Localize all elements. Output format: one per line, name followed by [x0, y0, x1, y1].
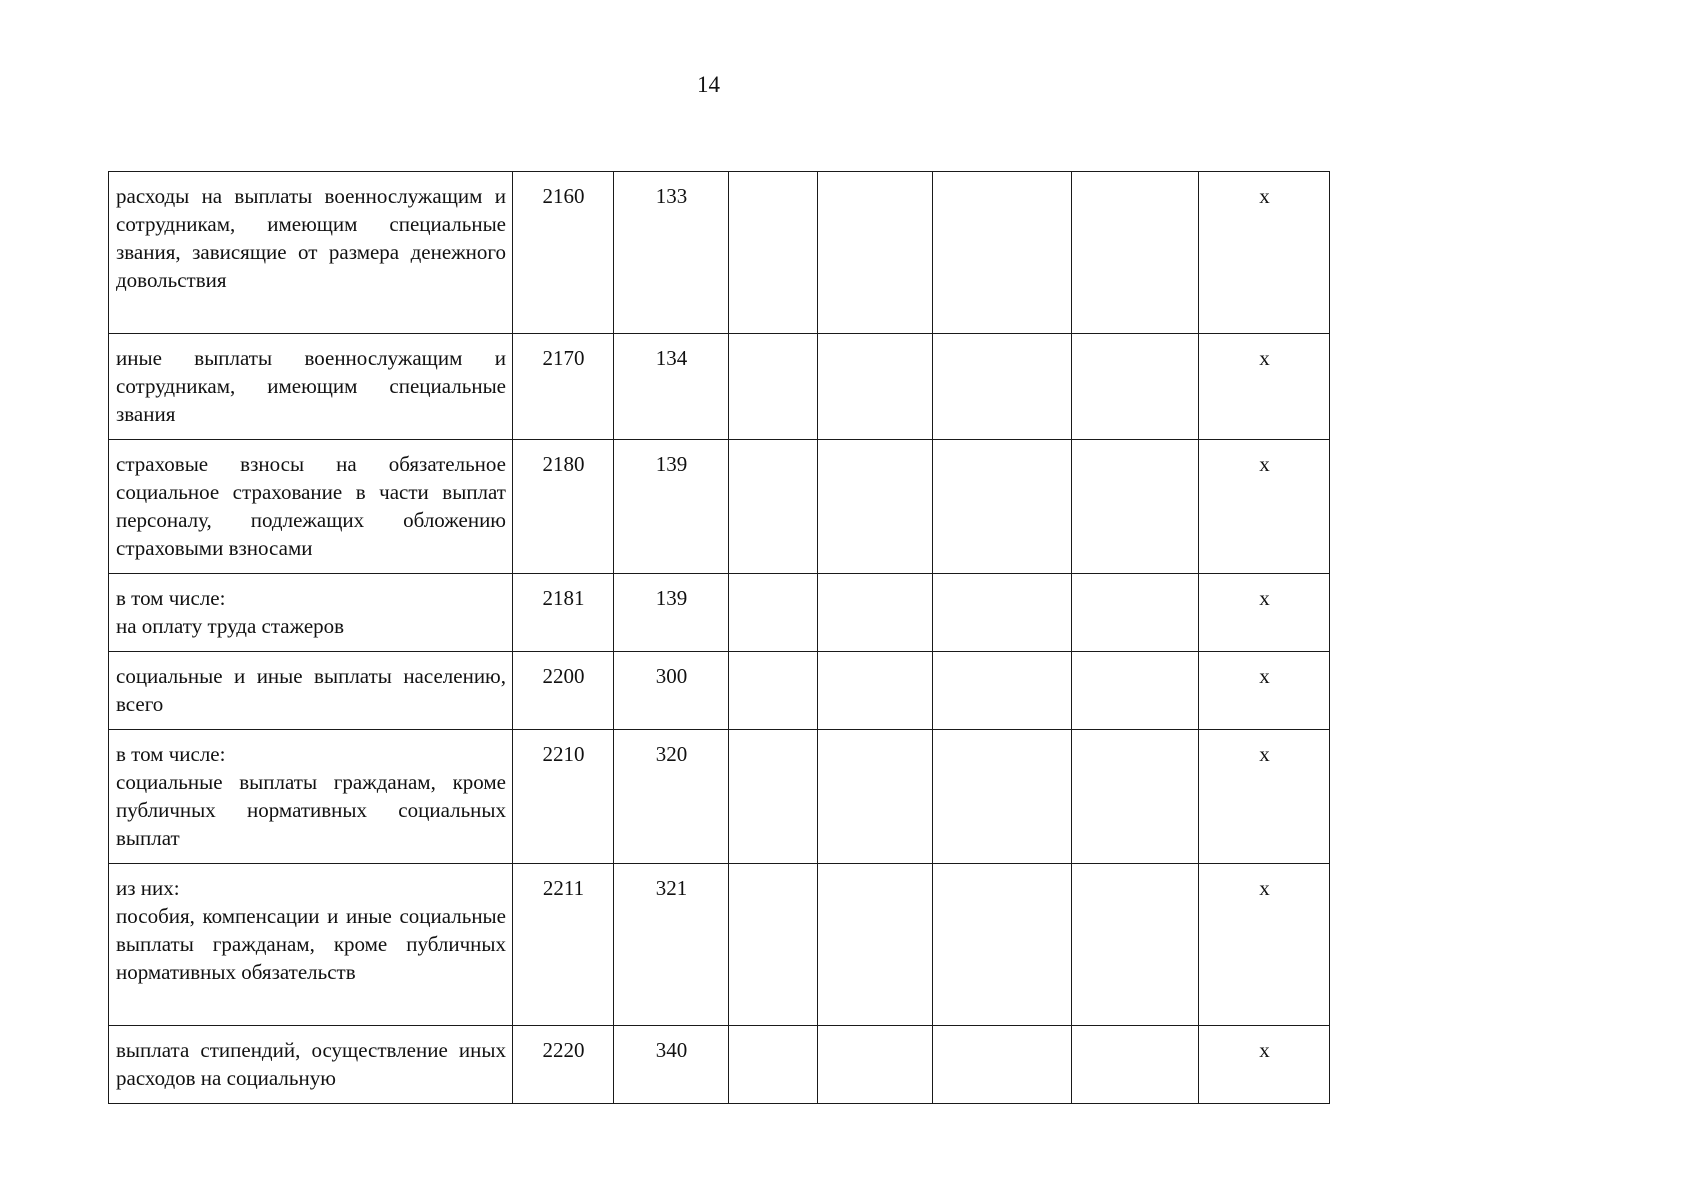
empty-value-cell	[818, 730, 933, 864]
row-name-text: пособия, компенсации и иные социальные выплаты гражданам, кроме публичных нормативных обязательств	[116, 904, 506, 984]
empty-value-cell	[933, 864, 1072, 1026]
kbk-code-cell: 300	[614, 652, 729, 730]
row-name-cell	[109, 574, 513, 652]
row-name-text: на оплату труда стажеров	[116, 614, 345, 638]
empty-value-cell	[933, 334, 1072, 440]
line-code-cell: 2170	[513, 334, 614, 440]
table-row	[109, 730, 1330, 864]
row-name-cell	[109, 440, 513, 574]
empty-value-cell	[1072, 334, 1199, 440]
empty-value-cell	[818, 440, 933, 574]
row-name-text: расходы на выплаты военнослужащим и сотрудникам, имеющим специальные звания, зависящие от размера денежного довольствия	[116, 184, 506, 292]
empty-value-cell	[1072, 652, 1199, 730]
row-name-text: иные выплаты военнослужащим и сотрудникам, имеющим специальные звания	[116, 346, 506, 426]
kbk-code-cell: 320	[614, 730, 729, 864]
not-applicable-mark-cell: x	[1199, 730, 1330, 864]
line-code-cell: 2160	[513, 172, 614, 334]
line-code-cell: 2210	[513, 730, 614, 864]
empty-value-cell	[818, 172, 933, 334]
row-name-text: из них:	[116, 876, 180, 900]
empty-value-cell	[1072, 1026, 1199, 1104]
empty-value-cell	[818, 1026, 933, 1104]
table-row	[109, 652, 1330, 730]
empty-value-cell	[933, 652, 1072, 730]
empty-value-cell	[729, 864, 818, 1026]
table-row	[109, 864, 1330, 1026]
row-name-cell	[109, 730, 513, 864]
empty-value-cell	[933, 172, 1072, 334]
table-row	[109, 574, 1330, 652]
row-name-cell	[109, 1026, 513, 1104]
not-applicable-mark-cell: x	[1199, 1026, 1330, 1104]
table-row	[109, 440, 1330, 574]
empty-value-cell	[729, 730, 818, 864]
kbk-code-cell: 133	[614, 172, 729, 334]
empty-value-cell	[933, 1026, 1072, 1104]
empty-value-cell	[1072, 730, 1199, 864]
table-row	[109, 334, 1330, 440]
table-row	[109, 172, 1330, 334]
empty-value-cell	[729, 652, 818, 730]
empty-value-cell	[1072, 864, 1199, 1026]
line-code-cell: 2220	[513, 1026, 614, 1104]
empty-value-cell	[933, 574, 1072, 652]
not-applicable-mark-cell: x	[1199, 574, 1330, 652]
row-name-cell	[109, 172, 513, 334]
row-name-text: выплата стипендий, осуществление иных расходов на социальную	[116, 1038, 506, 1090]
kbk-code-cell: 321	[614, 864, 729, 1026]
empty-value-cell	[729, 334, 818, 440]
line-code-cell: 2181	[513, 574, 614, 652]
empty-value-cell	[729, 1026, 818, 1104]
not-applicable-mark-cell: x	[1199, 652, 1330, 730]
not-applicable-mark-cell: x	[1199, 172, 1330, 334]
not-applicable-mark-cell: x	[1199, 864, 1330, 1026]
empty-value-cell	[933, 730, 1072, 864]
row-name-cell	[109, 334, 513, 440]
kbk-code-cell: 139	[614, 440, 729, 574]
empty-value-cell	[729, 440, 818, 574]
not-applicable-mark-cell: x	[1199, 440, 1330, 574]
empty-value-cell	[729, 574, 818, 652]
empty-value-cell	[818, 334, 933, 440]
row-name-text: в том числе:	[116, 586, 226, 610]
row-name-text: социальные выплаты гражданам, кроме публичных нормативных социальных выплат	[116, 770, 506, 850]
page-number: 14	[697, 72, 720, 97]
empty-value-cell	[1072, 440, 1199, 574]
table-row	[109, 1026, 1330, 1104]
line-code-cell: 2180	[513, 440, 614, 574]
row-name-cell	[109, 864, 513, 1026]
empty-value-cell	[1072, 574, 1199, 652]
empty-value-cell	[729, 172, 818, 334]
row-name-cell	[109, 652, 513, 730]
empty-value-cell	[818, 574, 933, 652]
row-name-text: страховые взносы на обязательное социальное страхование в части выплат персоналу, подлежащих обложению страховыми взносами	[116, 452, 506, 560]
line-code-cell: 2211	[513, 864, 614, 1026]
empty-value-cell	[1072, 172, 1199, 334]
row-name-text: социальные и иные выплаты населению, всего	[116, 664, 506, 716]
kbk-code-cell: 340	[614, 1026, 729, 1104]
kbk-code-cell: 139	[614, 574, 729, 652]
empty-value-cell	[933, 440, 1072, 574]
empty-value-cell	[818, 652, 933, 730]
kbk-code-cell: 134	[614, 334, 729, 440]
budget-table	[108, 171, 1330, 1104]
row-name-text: в том числе:	[116, 742, 226, 766]
empty-value-cell	[818, 864, 933, 1026]
not-applicable-mark-cell: x	[1199, 334, 1330, 440]
line-code-cell: 2200	[513, 652, 614, 730]
